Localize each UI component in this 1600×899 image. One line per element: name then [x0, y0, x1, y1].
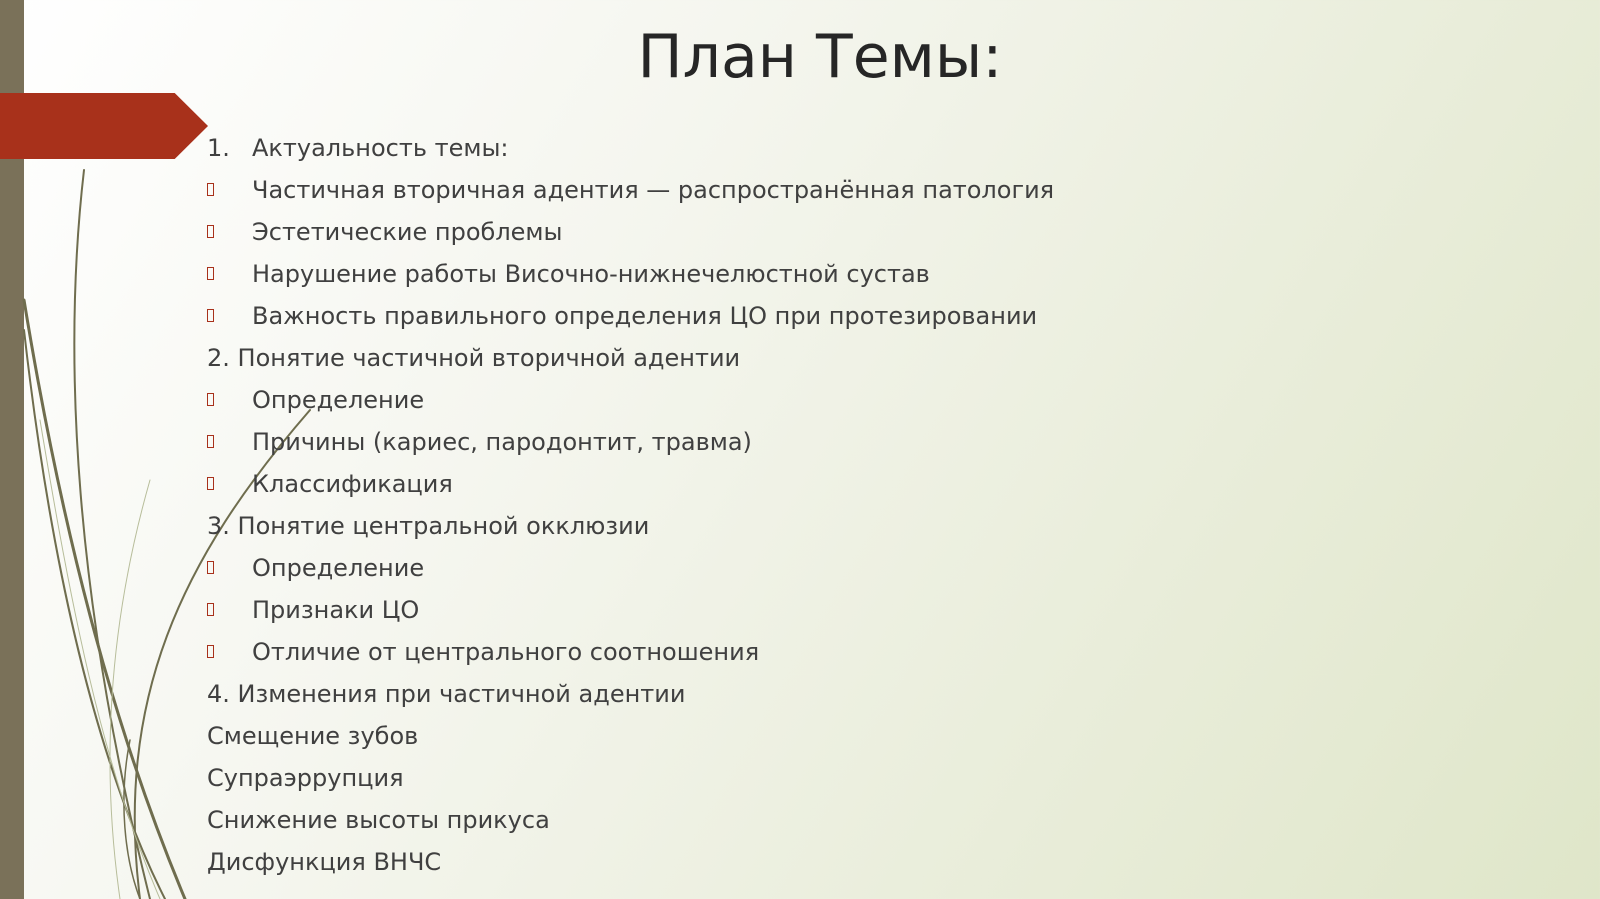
outline-item-text: Эстетические проблемы [252, 218, 563, 246]
item-number: 1. [207, 134, 230, 162]
outline-item-text: Классификация [252, 470, 453, 498]
outline-item-text: 4. Изменения при частичной адентии [207, 680, 686, 708]
square-bullet-icon [207, 393, 214, 406]
slide-title: План Темы: [637, 22, 1003, 92]
square-bullet-icon [207, 267, 214, 280]
outline-item-text: Смещение зубов [207, 722, 419, 750]
square-bullet-icon [207, 435, 214, 448]
square-bullet-icon [207, 603, 214, 616]
square-bullet-icon [207, 183, 214, 196]
outline-item-text: Определение [252, 554, 425, 582]
outline-item-text: Отличие от центрального соотношения [252, 638, 760, 666]
square-bullet-icon [207, 645, 214, 658]
outline-item-text: Частичная вторичная адентия — распространённая патология [252, 176, 1055, 204]
square-bullet-icon [207, 225, 214, 238]
outline-item-text: 3. Понятие центральной окклюзии [207, 512, 650, 540]
outline-item-text: Супраэррупция [207, 764, 404, 792]
outline-item-text: 2. Понятие частичной вторичной адентии [207, 344, 741, 372]
outline-item-text: Дисфункция ВНЧС [207, 848, 442, 876]
outline-item-text: Нарушение работы Височно-нижнечелюстной сустав [252, 260, 930, 288]
outline-item-text: Актуальность темы: [252, 134, 509, 162]
outline-item-text: Важность правильного определения ЦО при протезировании [252, 302, 1038, 330]
red-arrow-shape [0, 93, 208, 159]
square-bullet-icon [207, 561, 214, 574]
square-bullet-icon [207, 309, 214, 322]
square-bullet-icon [207, 477, 214, 490]
outline-item-text: Определение [252, 386, 425, 414]
outline-item-text: Снижение высоты прикуса [207, 806, 550, 834]
outline-item-text: Признаки ЦО [252, 596, 420, 624]
outline-item-text: Причины (кариес, пародонтит, травма) [252, 428, 752, 456]
